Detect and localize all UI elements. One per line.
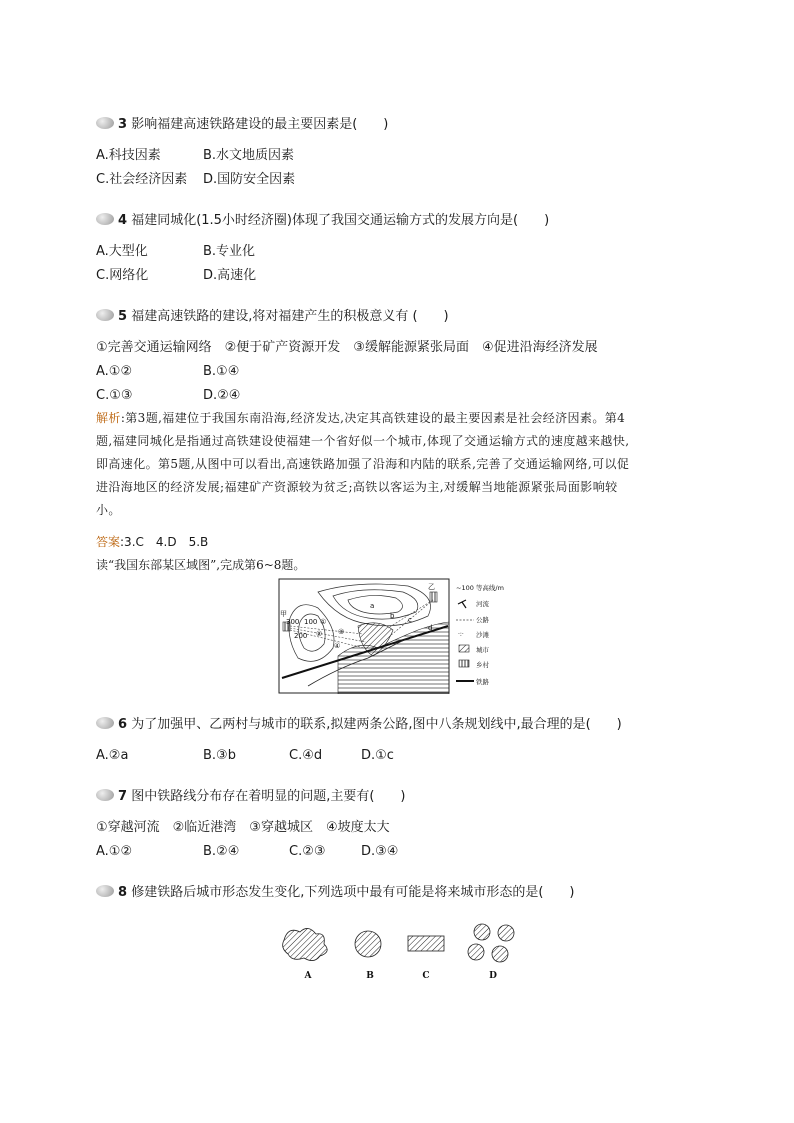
question-number: 8 (118, 885, 128, 900)
legend-rail: 铁路 (476, 678, 489, 686)
statement-list: ①穿越河流 ②临近港湾 ③穿越城区 ④坡度太大 (96, 820, 390, 835)
label-200: 200 (294, 632, 308, 640)
option-d: D.③④ (361, 844, 399, 859)
question-8 (96, 884, 574, 902)
answer-text: :3.C 4.D 5.B (120, 535, 209, 549)
option-b: B.③b (203, 748, 236, 763)
label-3: ③ (338, 628, 345, 636)
analysis-label: 解析 (96, 411, 121, 425)
shape-label-a: A (304, 971, 312, 981)
question-3 (96, 116, 388, 134)
question-4 (96, 212, 549, 230)
option-a: A.①② (96, 844, 133, 859)
question-text: 图中铁路线分布存在着明显的问题,主要有( ) (131, 789, 406, 804)
analysis-line: 解析:第3题,福建位于我国东南沿海,经济发达,决定其高铁建设的最主要因素是社会经济因素。第4 (96, 411, 626, 425)
option-c: C.社会经济因素 (96, 172, 188, 187)
question-number: 7 (118, 789, 128, 804)
option-d: D.高速化 (203, 268, 257, 283)
question-number: 4 (118, 213, 128, 228)
label-jia: 甲 (280, 610, 287, 618)
answer-label: 答案 (96, 535, 121, 549)
question-text: 福建同城化(1.5小时经济圈)体现了我国交通运输方式的发展方向是( ) (131, 213, 550, 228)
bullet-icon (96, 717, 114, 729)
option-b: B.①④ (203, 364, 240, 379)
analysis-line: 进沿海地区的经济发展;福建矿产资源较为贫乏;高铁以客运为主,对缓解当地能源紧张局面影响较 (96, 480, 618, 494)
legend-river-icon (458, 600, 466, 608)
shape-label-d: D (489, 971, 497, 981)
label-300: 300 (286, 618, 300, 626)
question-text: 福建高速铁路的建设,将对福建产生的积极意义有 ( ) (131, 309, 449, 324)
question-text: 修建铁路后城市形态发生变化,下列选项中最有可能是将来城市形态的是( ) (131, 885, 575, 900)
analysis-block (96, 407, 696, 522)
option-a: A.②a (96, 748, 129, 763)
question-number: 3 (118, 117, 128, 132)
option-a: A.科技因素 (96, 148, 161, 163)
label-1: ① (320, 618, 327, 626)
label-c: c (408, 616, 412, 624)
option-a: A.①② (96, 364, 133, 379)
label-4: ④ (334, 642, 341, 650)
question-5 (96, 308, 449, 326)
question-number: 5 (118, 309, 128, 324)
bullet-icon (96, 117, 114, 129)
bullet-icon (96, 213, 114, 225)
option-a: A.大型化 (96, 244, 148, 259)
question-7 (96, 788, 405, 806)
option-c: C.网络化 (96, 268, 149, 283)
question-6 (96, 716, 622, 734)
label-yi: 乙 (428, 583, 435, 591)
legend-city: 城市 (476, 646, 489, 654)
shape-b-circle (355, 931, 381, 957)
bullet-icon (96, 789, 114, 801)
shape-label-b: B (366, 971, 374, 981)
shape-a-irregular (283, 928, 328, 960)
option-c: C.④d (289, 748, 323, 763)
analysis-line: 小。 (96, 503, 121, 517)
legend-city-icon (459, 645, 469, 652)
shape-label-c: C (422, 971, 430, 981)
analysis-line: 题,福建同城化是指通过高铁建设使福建一个省好似一个城市,体现了交通运输方式的速度越来越快, (96, 434, 630, 448)
reading-instruction: 读“我国东部某区域图”,完成第6~8题。 (96, 558, 306, 572)
legend-contour: ~100 等高线/m (456, 584, 504, 592)
question-text: 影响福建高速铁路建设的最主要因素是( ) (131, 117, 389, 132)
option-b: B.②④ (203, 844, 240, 859)
option-c: C.①③ (96, 388, 133, 403)
label-b: b (390, 612, 395, 620)
analysis-line: 即高速化。第5题,从图中可以看出,高速铁路加强了沿海和内陆的联系,完善了交通运输网络,可以促 (96, 457, 630, 471)
region-map (278, 578, 520, 694)
label-a: a (370, 602, 375, 610)
legend-beach-icon: ·:· (458, 631, 464, 638)
question-number: 6 (118, 717, 128, 732)
legend-beach: 沙滩 (476, 631, 489, 639)
shape-d-clusters (468, 924, 514, 962)
city-shape-options (278, 918, 528, 982)
shape-c-strip (408, 936, 444, 951)
answer-line (96, 533, 208, 550)
option-b: B.水文地质因素 (203, 148, 295, 163)
label-d: d (428, 624, 433, 632)
bullet-icon (96, 885, 114, 897)
legend-village: 乡村 (476, 661, 489, 669)
label-100: 100 (304, 618, 318, 626)
village-yi (430, 592, 437, 602)
map-legend (456, 583, 504, 686)
option-d: D.②④ (203, 388, 241, 403)
legend-village-icon (459, 660, 469, 667)
option-d: D.①c (361, 748, 394, 763)
option-b: B.专业化 (203, 244, 256, 259)
option-c: C.②③ (289, 844, 326, 859)
option-d: D.国防安全因素 (203, 172, 296, 187)
question-text: 为了加强甲、乙两村与城市的联系,拟建两条公路,图中八条规划线中,最合理的是( ) (131, 717, 622, 732)
statement-list: ①完善交通运输网络 ②便于矿产资源开发 ③缓解能源紧张局面 ④促进沿海经济发展 (96, 340, 598, 355)
legend-road: 公路 (476, 616, 489, 624)
legend-river: 河流 (476, 600, 489, 608)
bullet-icon (96, 309, 114, 321)
label-2: ② (316, 630, 323, 638)
